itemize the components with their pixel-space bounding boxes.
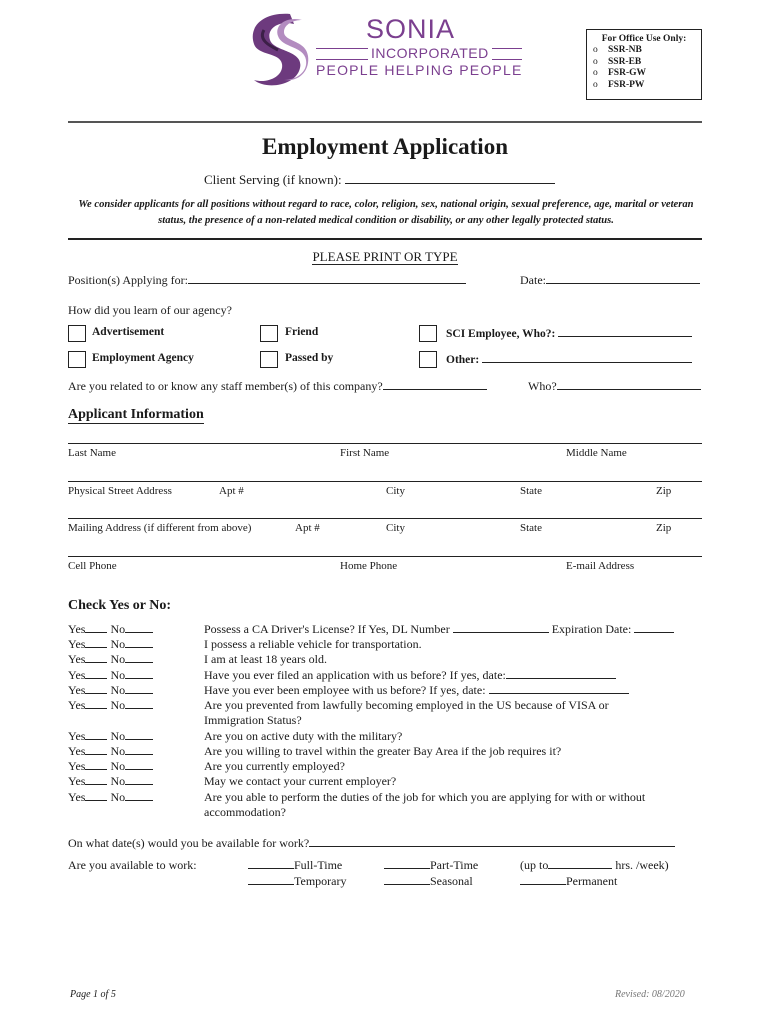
no-field[interactable] [125, 729, 153, 740]
temporary-field[interactable] [248, 874, 294, 885]
question-dl: Possess a CA Driver's License? If Yes, DL Number Expiration Date: [204, 622, 674, 637]
availability-date-row [68, 836, 675, 851]
dl-number-field[interactable] [453, 622, 549, 633]
prior-application-date-field[interactable] [506, 668, 616, 679]
yes-field[interactable] [85, 744, 107, 755]
yes-field[interactable] [85, 637, 107, 648]
check-heading: Check Yes or No: [68, 598, 172, 613]
available-to-work-label: Are you available to work: [68, 858, 197, 872]
yes-no-row: Yes No [68, 790, 153, 805]
seasonal-field[interactable] [384, 874, 430, 885]
office-use-item: o SSR-EB [593, 56, 642, 67]
yes-field[interactable] [85, 790, 107, 801]
yes-no-row: Yes No [68, 637, 153, 652]
logo-subname: INCORPORATED [368, 45, 492, 61]
mailing-address-label: Mailing Address (if different from above) [68, 522, 252, 534]
yes-no-row: Yes No [68, 652, 153, 667]
page-title: Employment Application [261, 134, 508, 159]
revision-date: Revised: 08/2020 [615, 989, 685, 1000]
related-row [68, 379, 487, 394]
question-travel: Are you willing to travel within the greater Bay Area if the job requires it? [204, 744, 562, 758]
middle-name-label: Middle Name [566, 447, 627, 459]
yes-field[interactable] [85, 729, 107, 740]
availability-date-field[interactable] [309, 836, 675, 847]
no-field[interactable] [125, 744, 153, 755]
position-field[interactable] [188, 273, 466, 284]
part-time-option: Part-Time [384, 858, 478, 873]
office-use-item: o FSR-GW [593, 68, 646, 78]
passed-by-checkbox[interactable] [260, 351, 278, 368]
who-label: Who? [528, 379, 557, 393]
no-field[interactable] [125, 622, 153, 633]
zip-label: Zip [656, 522, 672, 534]
page-number: Page 1 of 5 [70, 989, 116, 1000]
advertisement-label: Advertisement [92, 326, 165, 338]
other-row [446, 352, 692, 366]
home-phone-label: Home Phone [340, 560, 398, 572]
office-use-box [586, 29, 702, 100]
yes-field[interactable] [85, 668, 107, 679]
cell-phone-label: Cell Phone [68, 560, 117, 572]
permanent-field[interactable] [520, 874, 566, 885]
field-line[interactable] [68, 443, 702, 444]
seasonal-option: Seasonal [384, 874, 473, 889]
apt-label: Apt # [219, 485, 244, 497]
date-row [520, 273, 700, 288]
sci-employee-checkbox[interactable] [419, 325, 437, 342]
print-note: PLEASE PRINT OR TYPE [312, 249, 458, 264]
who-field[interactable] [557, 379, 701, 390]
yes-no-row: Yes No [68, 622, 153, 637]
temporary-option: Temporary [248, 874, 346, 889]
no-field[interactable] [125, 790, 153, 801]
first-name-label: First Name [340, 447, 390, 459]
logo-name: SONIA [366, 14, 456, 44]
last-name-label: Last Name [68, 447, 116, 459]
office-use-item: o FSR-PW [593, 79, 645, 90]
field-line[interactable] [68, 556, 702, 557]
question-visa: Are you prevented from lawfully becoming employed in the US because of VISA or Immigration Status? [204, 698, 609, 727]
yes-no-row: Yes No [68, 774, 153, 789]
other-checkbox[interactable] [419, 351, 437, 368]
yes-field[interactable] [85, 622, 107, 633]
learn-label: How did you learn of our agency? [68, 303, 232, 317]
city-label: City [386, 522, 405, 534]
no-field[interactable] [125, 652, 153, 663]
yes-field[interactable] [85, 683, 107, 694]
friend-checkbox[interactable] [260, 325, 278, 342]
question-prior-employee: Have you ever been employee with us before? If yes, date: [204, 683, 629, 698]
position-row [68, 273, 466, 288]
client-serving-row [204, 172, 555, 188]
employment-agency-label: Employment Agency [92, 352, 194, 364]
no-field[interactable] [125, 683, 153, 694]
yes-field[interactable] [85, 652, 107, 663]
section-divider [68, 238, 702, 240]
yes-field[interactable] [85, 774, 107, 785]
field-line[interactable] [68, 518, 702, 519]
passed-by-label: Passed by [285, 352, 334, 364]
sci-employee-field[interactable] [558, 326, 692, 337]
office-use-item: o SSR-NB [593, 45, 642, 55]
yes-no-row: Yes No [68, 668, 153, 683]
question-age: I am at least 18 years old. [204, 652, 327, 666]
expiration-date-field[interactable] [634, 622, 674, 633]
permanent-option: Permanent [520, 874, 617, 889]
question-contact-employer: May we contact your current employer? [204, 774, 397, 788]
sci-employee-row [446, 326, 692, 340]
question-vehicle: I possess a reliable vehicle for transportation. [204, 637, 422, 651]
no-field[interactable] [125, 759, 153, 770]
question-perform-duties: Are you able to perform the duties of the job for which you are applying for with or without accommodation? [204, 790, 646, 819]
date-label: Date: [520, 273, 546, 287]
logo-tagline: PEOPLE HELPING PEOPLE [316, 62, 523, 78]
other-label: Other: [446, 354, 480, 366]
no-field[interactable] [125, 774, 153, 785]
state-label: State [520, 522, 542, 534]
yes-no-row: Yes No [68, 744, 153, 759]
yes-field[interactable] [85, 759, 107, 770]
apt-label: Apt # [295, 522, 320, 534]
part-time-field[interactable] [384, 858, 430, 869]
related-label: Are you related to or know any staff member(s) of this company? [68, 379, 383, 393]
question-prior-application: Have you ever filed an application with us before? If yes, date: [204, 668, 616, 683]
hours-per-week-field[interactable] [548, 858, 612, 869]
prior-employee-date-field[interactable] [489, 683, 629, 694]
applicant-info-heading: Applicant Information [68, 407, 204, 422]
sci-employee-label: SCI Employee, Who?: [446, 328, 556, 340]
yes-field[interactable] [85, 698, 107, 709]
yes-no-row: Yes No [68, 729, 153, 744]
employment-agency-checkbox[interactable] [68, 351, 86, 368]
physical-address-label: Physical Street Address [68, 485, 172, 497]
no-field[interactable] [125, 637, 153, 648]
email-label: E-mail Address [566, 560, 635, 572]
city-label: City [386, 485, 405, 497]
eeo-statement: We consider applicants for all positions without regard to race, color, religion, sex, national origin, sexual preference, age, marital or veteran status, the presence of a non-related medical condition or disability, or any other legally protected status. [78, 199, 694, 226]
question-currently-employed: Are you currently employed? [204, 759, 345, 773]
no-field[interactable] [125, 698, 153, 709]
other-field[interactable] [482, 352, 692, 363]
client-serving-field[interactable] [345, 173, 555, 184]
full-time-option: Full-Time [248, 858, 342, 873]
related-field[interactable] [383, 379, 487, 390]
advertisement-checkbox[interactable] [68, 325, 86, 342]
field-line[interactable] [68, 481, 702, 482]
sonia-logo-icon [244, 10, 310, 90]
hours-per-week-option: (up to hrs. /week) [520, 858, 669, 872]
date-field[interactable] [546, 273, 700, 284]
friend-label: Friend [285, 326, 319, 338]
who-row [528, 379, 701, 394]
header-divider [68, 121, 702, 123]
question-military: Are you on active duty with the military? [204, 729, 403, 743]
yes-no-row: Yes No [68, 683, 153, 698]
client-serving-label: Client Serving (if known): [204, 172, 342, 187]
yes-no-row: Yes No [68, 698, 153, 713]
zip-label: Zip [656, 485, 672, 497]
availability-date-label: On what date(s) would you be available for work? [68, 836, 310, 850]
yes-no-row: Yes No [68, 759, 153, 774]
office-use-title: For Office Use Only: [601, 34, 687, 44]
position-label: Position(s) Applying for: [68, 273, 189, 287]
no-field[interactable] [125, 668, 153, 679]
state-label: State [520, 485, 542, 497]
full-time-field[interactable] [248, 858, 294, 869]
